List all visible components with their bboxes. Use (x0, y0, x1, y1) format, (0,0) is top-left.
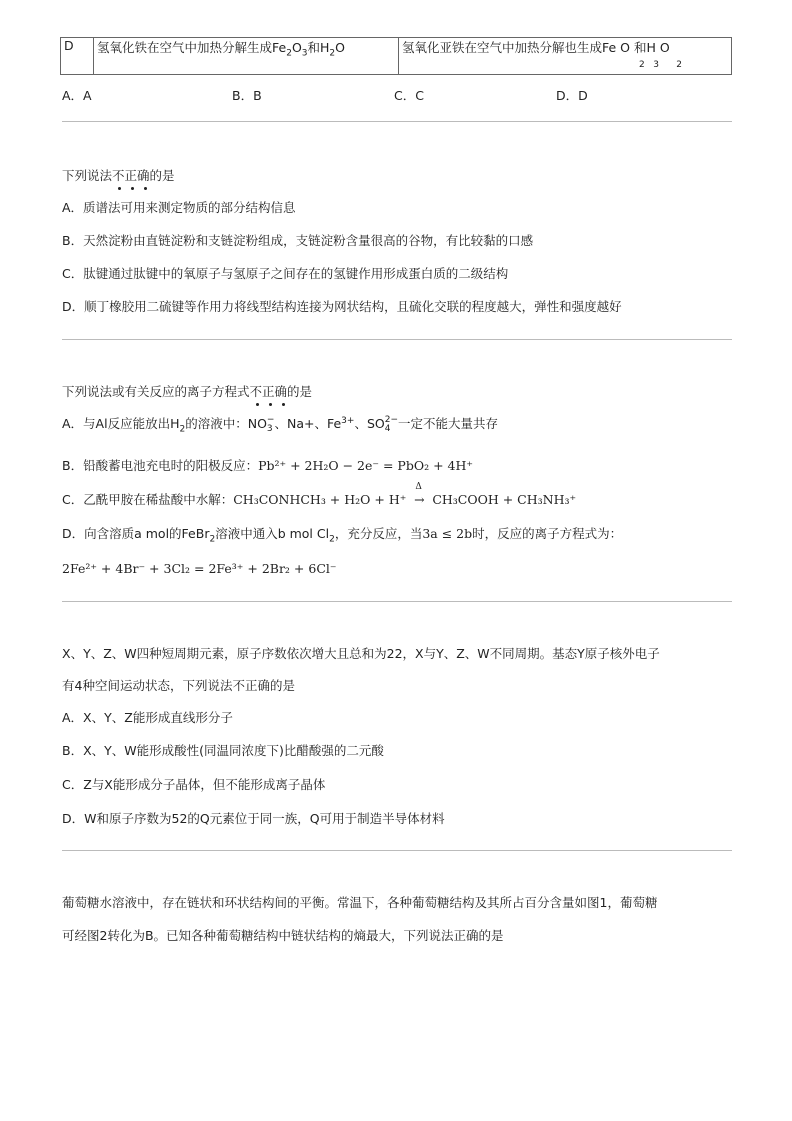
question-4-stem-line2: 可经图2转化为B。已知各种葡萄糖结构中链状结构的熵最大，下列说法正确的是 (62, 928, 504, 943)
choice-c[interactable]: C．C (394, 88, 424, 103)
question-2-option-d[interactable]: D．向含溶质a mol的FeBr$_2$溶液中通入b mol $Cl_2$，充分反应，当3a ≤ 2b时，反应的离子方程式为： (62, 526, 623, 545)
table-cell-analogy: 氢氧化亚铁在空气中加热分解也生成Fe O 和H O 2 3 2 (399, 38, 732, 75)
choice-d[interactable]: D．D (556, 88, 588, 103)
divider (62, 601, 732, 602)
emphasis-text: 不正确 (250, 384, 288, 399)
heat-arrow: Δ → (414, 482, 425, 507)
divider (62, 121, 732, 122)
choice-b[interactable]: B．B (232, 88, 262, 103)
equation: Pb²⁺ + 2H₂O − 2e⁻ = PbO₂ + 4H⁺ (258, 458, 473, 473)
table-cell-statement: 氢氧化铁在空气中加热分解生成$Fe_2O_3$和$H_2O$ (94, 38, 399, 75)
question-2-option-b[interactable]: B．铅酸蓄电池充电时的阳极反应：Pb²⁺ + 2H₂O − 2e⁻ = PbO₂ + 4H⁺ (62, 458, 473, 473)
question-3-stem-line2: 有4种空间运动状态，下列说法不正确的是 (62, 678, 295, 693)
equation-right: CH₃COOH + CH₃NH₃⁺ (432, 492, 577, 507)
table-row (61, 38, 732, 75)
question-3-stem-line1: X、Y、Z、W四种短周期元素，原子序数依次增大且总和为22，X与Y、Z、W不同周期。基态Y原子核外电子 (62, 646, 660, 661)
question-3-option-b[interactable]: B．X、Y、W能形成酸性(同温同浓度下)比醋酸强的二元酸 (62, 743, 384, 758)
question-4-stem-line1: 葡萄糖水溶液中，存在链状和环状结构间的平衡。常温下，各种葡萄糖结构及其所占百分含量如图1，葡萄糖 (62, 895, 658, 910)
choice-a[interactable]: A．A (62, 88, 92, 103)
row-label: D (61, 38, 94, 75)
question-1-option-b[interactable]: B．天然淀粉由直链淀粉和支链淀粉组成，支链淀粉含量很高的谷物，有比较黏的口感 (62, 233, 534, 248)
question-3-option-a[interactable]: A．X、Y、Z能形成直线形分子 (62, 710, 233, 725)
question-2-option-c[interactable]: C．乙酰甲胺在稀盐酸中水解：CH₃CONHCH₃ + H₂O + H⁺ Δ → CH₃COOH + CH₃NH₃⁺ (62, 482, 577, 507)
question-2-option-a[interactable]: A．与Al反应能放出$H_2$的溶液中：NO− 3 、Na+、$Fe^{3+}$、SO2− 4 一定不能大量共存 (62, 414, 499, 435)
question-2-option-d-equation: 2Fe²⁺ + 4Br⁻ + 3Cl₂ = 2Fe³⁺ + 2Br₂ + 6Cl⁻ (62, 561, 337, 576)
divider (62, 850, 732, 851)
question-2-stem: 下列说法或有关反应的离子方程式不正确 的是 (62, 382, 312, 400)
question-1-option-c[interactable]: C．肽键通过肽键中的氧原子与氢原子之间存在的氢键作用形成蛋白质的二级结构 (62, 266, 509, 281)
answer-table (60, 37, 732, 75)
equation-left: CH₃CONHCH₃ + H₂O + H⁺ (233, 492, 407, 507)
question-1-option-d[interactable]: D．顺丁橡胶用二硫键等作用力将线型结构连接为网状结构，且硫化交联的程度越大，弹性和强度越好 (62, 299, 622, 314)
divider (62, 339, 732, 340)
question-1-stem: 下列说法不正确 的是 (62, 166, 175, 184)
question-3-option-c[interactable]: C．Z与X能形成分子晶体，但不能形成离子晶体 (62, 777, 326, 792)
emphasis-text: 不正确 (112, 168, 150, 183)
question-1-option-a[interactable]: A．质谱法可用来测定物质的部分结构信息 (62, 200, 296, 215)
question-3-option-d[interactable]: D．W和原子序数为52的Q元素位于同一族，Q可用于制造半导体材料 (62, 811, 445, 826)
